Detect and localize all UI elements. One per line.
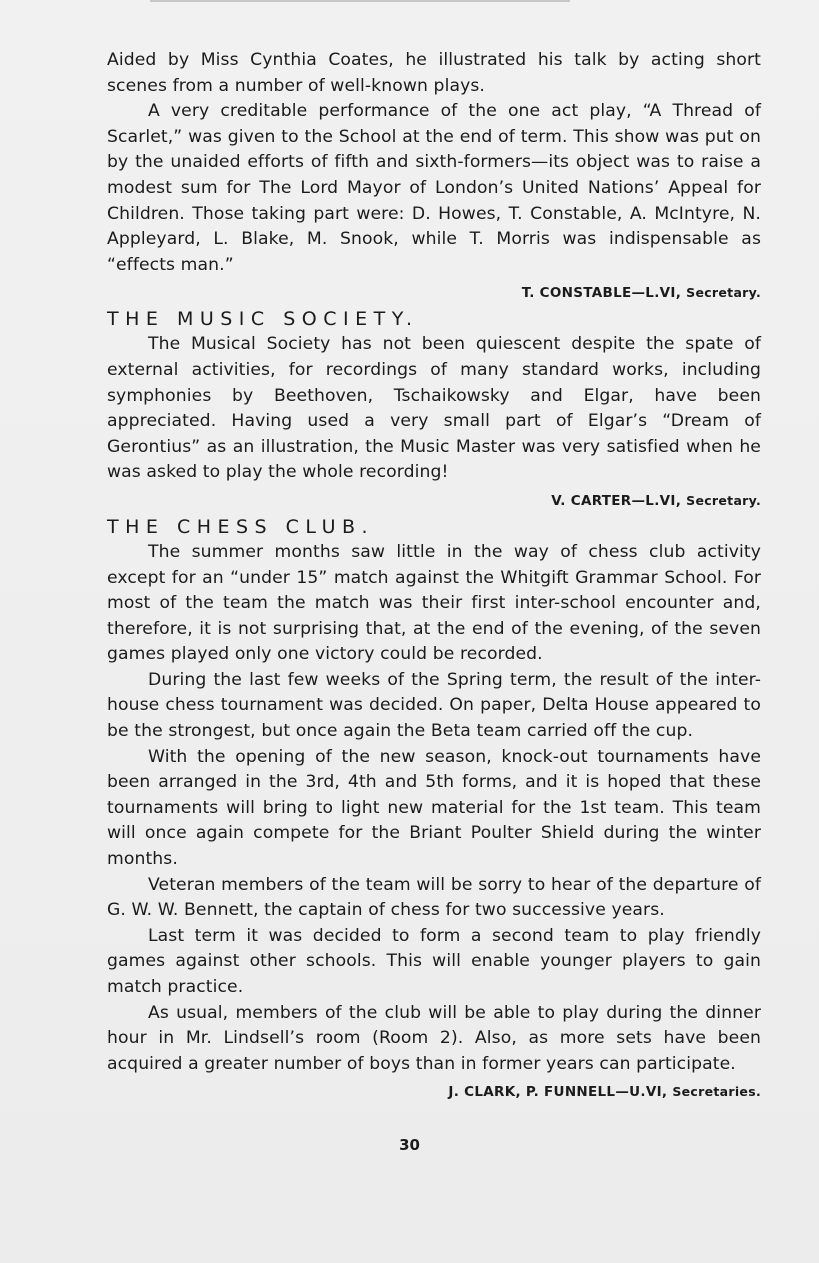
intro-paragraph-1: Aided by Miss Cynthia Coates, he illustrated his talk by acting short scenes from a number of well-known plays. bbox=[107, 50, 761, 96]
intro-paragraph-2: A very creditable performance of the one act play, “A Thread of Scarlet,” was given to the School at the end of term. This show was put on by the unaided efforts of fifth and sixth-formers—its object was to raise a modest sum for The Lord Mayor of London’s United Nations’ Appeal for Children. Those taking part were: D. Howes, T. Constable, A. McIntyre, N. Appleyard, L. Blake, M. Snook, while T. Morris was indispensable as “effects man.” bbox=[107, 101, 761, 275]
chess-club-paragraph-1: The summer months saw little in the way of chess club activity except for an “under 15” match against the Whitgift Grammar School. For most of the team the match was their first inter-school encounter and, therefore, it is not surprising that, at the end of the evening, of the seven games played only one victory could be recorded. bbox=[107, 541, 761, 665]
intro-signature-name: T. CONSTABLE—L.VI, bbox=[521, 285, 682, 302]
chess-club-heading: THE CHESS CLUB. bbox=[107, 515, 375, 538]
chess-club-paragraph-3: With the opening of the new season, knock-out tournaments have been arranged in the 3rd, 4th and 5th forms, and it is hoped that these tournaments will bring to light new material for the 1st team. This team will once again compete for the Briant Poulter Shield during the winter months. bbox=[107, 746, 761, 870]
top-edge-line bbox=[150, 0, 570, 2]
chess-club-signature-name: J. CLARK, P. FUNNELL—U.VI, bbox=[448, 1084, 668, 1101]
page-number: 30 bbox=[399, 1136, 420, 1154]
music-society-signature-name: V. CARTER—L.VI, bbox=[551, 492, 682, 509]
music-society-signature-role: Secretary. bbox=[686, 492, 761, 508]
chess-club-signature bbox=[107, 1079, 761, 1105]
intro-signature bbox=[107, 280, 761, 306]
music-society-heading: THE MUSIC SOCIETY. bbox=[107, 308, 419, 331]
music-society-paragraph-1: The Musical Society has not been quiescent despite the spate of external activities, for recordings of many standard works, including symphonies by Beethoven, Tschaikowsky and Elgar, have been appreciated. Having used a very small part of Elgar’s “Dream of Gerontius” as an illustration, the Music Master was very satisfied when he was asked to play the whole recording! bbox=[107, 334, 761, 483]
chess-club-signature-role: Secretaries. bbox=[672, 1084, 761, 1100]
chess-club-paragraph-4: Veteran members of the team will be sorry to hear of the departure of G. W. W. Bennett, the captain of chess for two successive years. bbox=[107, 874, 761, 921]
chess-club-paragraph-6: As usual, members of the club will be able to play during the dinner hour in Mr. Lindsell’s room (Room 2). Also, as more sets have been acquired a greater number of boys than in former years can participate. bbox=[107, 1002, 761, 1074]
page-content bbox=[107, 48, 761, 1105]
music-society-signature bbox=[107, 488, 761, 514]
chess-club-paragraph-5: Last term it was decided to form a second team to play friendly games against other schools. This will enable younger players to gain match practice. bbox=[107, 925, 761, 997]
intro-signature-role: Secretary. bbox=[686, 285, 761, 301]
chess-club-paragraph-2: During the last few weeks of the Spring term, the result of the inter-house chess tournament was decided. On paper, Delta House appeared to be the strongest, but once again the Beta team carried off the cup. bbox=[107, 669, 761, 742]
